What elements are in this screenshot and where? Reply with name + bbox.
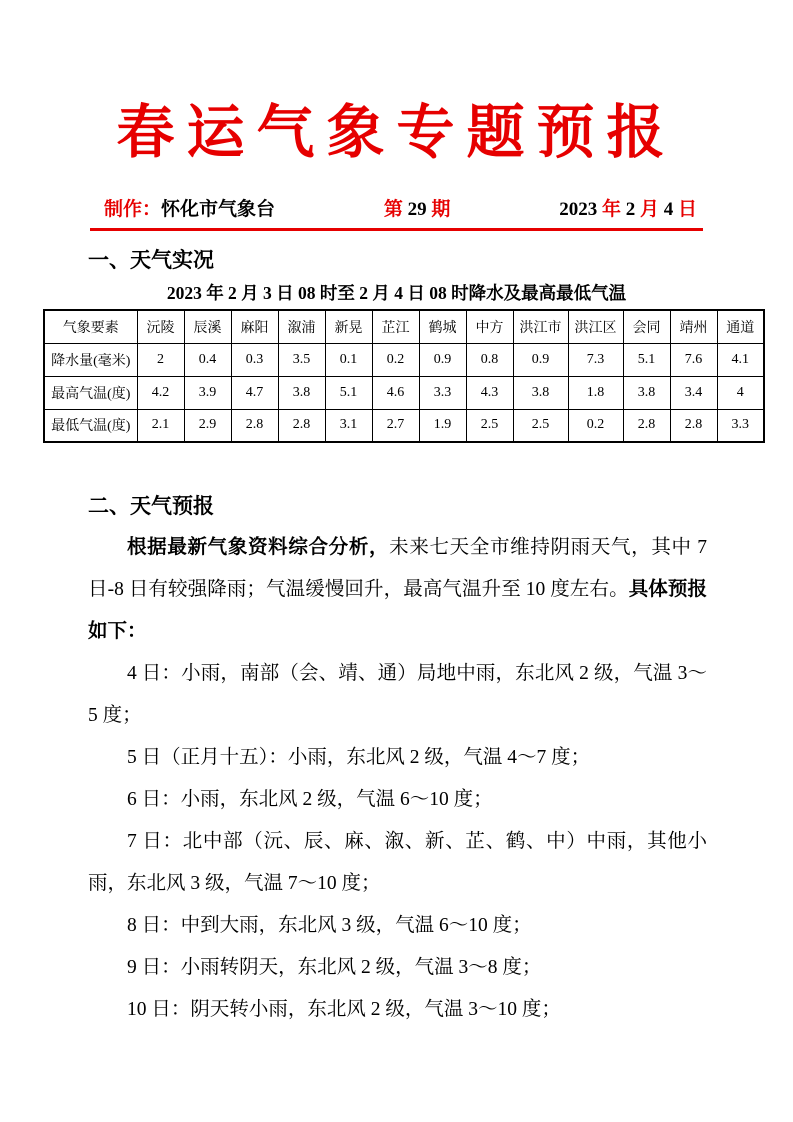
header-cell-station: 鹤城	[419, 310, 466, 343]
header-cell-station: 靖州	[670, 310, 717, 343]
issue-date	[559, 194, 697, 221]
issue-suffix: 期	[431, 199, 451, 220]
value-cell: 0.2	[372, 343, 419, 376]
value-cell: 3.5	[278, 343, 325, 376]
value-cell: 3.9	[184, 376, 231, 409]
value-cell: 1.9	[419, 409, 466, 442]
date-day-unit: 日	[677, 199, 697, 220]
daily-forecast-paragraph: 7 日：北中部（沅、辰、麻、溆、新、芷、鹤、中）中雨，其他小雨，东北风 3 级，气温 7～10 度；	[88, 831, 707, 894]
row-label-cell: 最高气温(度)	[44, 376, 137, 409]
value-cell: 3.1	[325, 409, 372, 442]
daily-forecast-list	[88, 653, 707, 1031]
value-cell: 2.1	[137, 409, 184, 442]
header-cell-station: 芷江	[372, 310, 419, 343]
daily-forecast-paragraph: 6 日：小雨，东北风 2 级，气温 6～10 度；	[127, 789, 493, 810]
value-cell: 3.4	[670, 376, 717, 409]
value-cell: 2.8	[623, 409, 670, 442]
date-year-unit: 年	[601, 199, 621, 220]
forecast-body	[88, 527, 707, 1031]
value-cell: 2.7	[372, 409, 419, 442]
value-cell: 4.1	[717, 343, 764, 376]
row-label-cell: 最低气温(度)	[44, 409, 137, 442]
value-cell: 5.1	[623, 343, 670, 376]
issue-value: 29	[402, 199, 432, 220]
header-cell-station: 洪江区	[568, 310, 623, 343]
table-header-row	[44, 310, 764, 343]
value-cell: 4.3	[466, 376, 513, 409]
value-cell: 3.8	[623, 376, 670, 409]
row-label-cell: 降水量(毫米)	[44, 343, 137, 376]
daily-forecast-paragraph: 9 日：小雨转阴天，东北风 2 级，气温 3～8 度；	[127, 957, 542, 978]
issue-prefix: 第	[383, 199, 403, 220]
value-cell: 0.1	[325, 343, 372, 376]
value-cell: 3.8	[513, 376, 568, 409]
date-month: 2	[620, 199, 640, 220]
value-cell: 2	[137, 343, 184, 376]
table-row	[44, 343, 764, 376]
header-divider-rule	[90, 228, 703, 231]
document-title: 春运气象专题预报	[116, 98, 677, 166]
header-cell-station: 沅陵	[137, 310, 184, 343]
header-cell-station: 新晃	[325, 310, 372, 343]
value-cell: 5.1	[325, 376, 372, 409]
value-cell: 4.2	[137, 376, 184, 409]
value-cell: 2.8	[278, 409, 325, 442]
intro-tail-bold: 具体预报如下：	[88, 579, 707, 642]
value-cell: 2.5	[513, 409, 568, 442]
masthead	[104, 194, 697, 221]
header-cell-station: 中方	[466, 310, 513, 343]
header-cell-station: 辰溪	[184, 310, 231, 343]
header-cell-station: 会同	[623, 310, 670, 343]
header-cell-station: 通道	[717, 310, 764, 343]
header-cell-station: 溆浦	[278, 310, 325, 343]
value-cell: 0.9	[513, 343, 568, 376]
daily-forecast-paragraph: 8 日：中到大雨，东北风 3 级，气温 6～10 度；	[127, 915, 532, 936]
daily-forecast-paragraph: 10 日：阴天转小雨，东北风 2 级，气温 3～10 度；	[127, 999, 561, 1020]
value-cell: 7.3	[568, 343, 623, 376]
intro-regular: 未来七天全市维持阴雨天气，其中 7 日-8 日有较强降雨；气温缓慢回升，最高气温升至 10 度左右。	[88, 537, 707, 600]
daily-forecast-paragraph: 4 日：小雨，南部（会、靖、通）局地中雨，东北风 2 级，气温 3～5 度；	[88, 663, 707, 726]
date-year: 2023	[559, 199, 602, 220]
value-cell: 0.4	[184, 343, 231, 376]
value-cell: 4.7	[231, 376, 278, 409]
daily-forecast-paragraph: 5 日（正月十五）：小雨，东北风 2 级，气温 4～7 度；	[127, 747, 591, 768]
value-cell: 2.9	[184, 409, 231, 442]
producer-value: 怀化市气象台	[161, 199, 276, 220]
date-month-unit: 月	[639, 199, 659, 220]
section1-heading: 一、天气实况	[88, 248, 214, 272]
weather-observation-table	[43, 309, 765, 443]
value-cell: 2.8	[670, 409, 717, 442]
value-cell: 0.9	[419, 343, 466, 376]
value-cell: 4	[717, 376, 764, 409]
header-cell-station: 麻阳	[231, 310, 278, 343]
value-cell: 0.3	[231, 343, 278, 376]
producer-label: 制作：	[104, 199, 162, 220]
header-cell-station: 洪江市	[513, 310, 568, 343]
value-cell: 2.5	[466, 409, 513, 442]
value-cell: 3.3	[419, 376, 466, 409]
date-day: 4	[658, 199, 678, 220]
table-row	[44, 376, 764, 409]
value-cell: 7.6	[670, 343, 717, 376]
value-cell: 3.8	[278, 376, 325, 409]
intro-lead-bold: 根据最新气象资料综合分析，	[127, 537, 390, 558]
producer	[104, 194, 275, 221]
issue-number	[384, 194, 451, 221]
value-cell: 0.8	[466, 343, 513, 376]
value-cell: 1.8	[568, 376, 623, 409]
value-cell: 4.6	[372, 376, 419, 409]
weather-table-title: 2023 年 2 月 3 日 08 时至 2 月 4 日 08 时降水及最高最低气温	[166, 283, 627, 303]
section2-heading: 二、天气预报	[88, 494, 214, 518]
value-cell: 0.2	[568, 409, 623, 442]
table-row	[44, 409, 764, 442]
value-cell: 2.8	[231, 409, 278, 442]
header-cell-element: 气象要素	[44, 310, 137, 343]
value-cell: 3.3	[717, 409, 764, 442]
forecast-intro-paragraph	[88, 527, 707, 653]
